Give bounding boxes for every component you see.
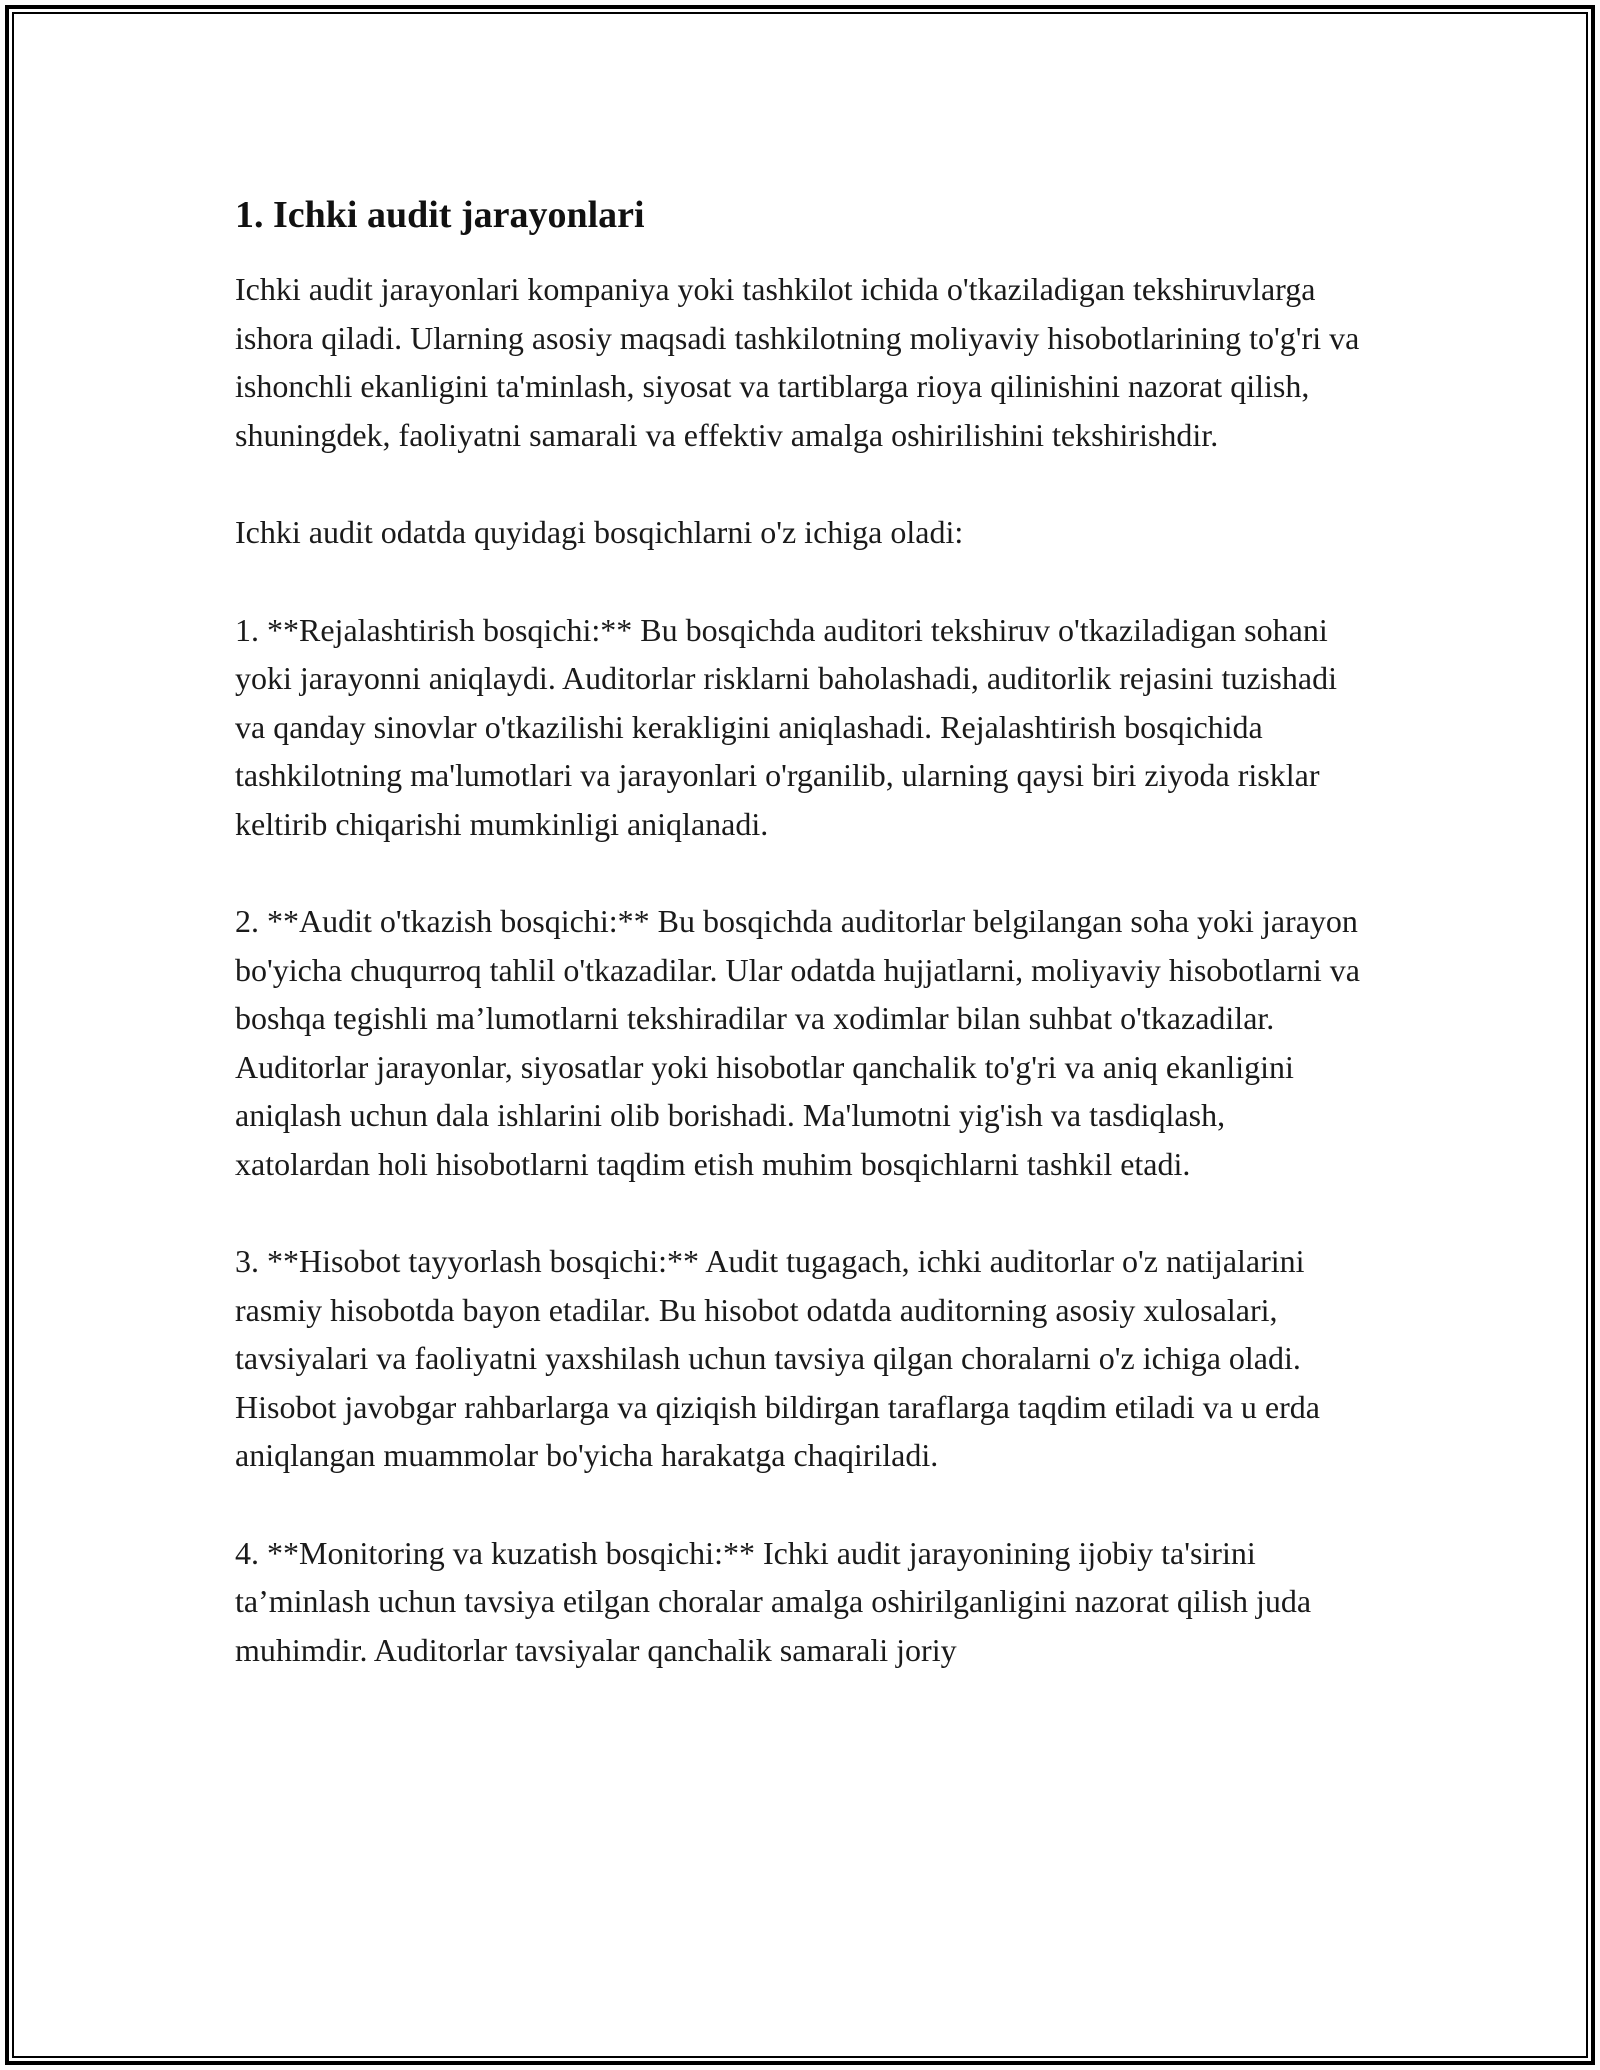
audit-stage-paragraph: 2. **Audit o'tkazish bosqichi:** Bu bosqichda auditorlar belgilangan soha yoki jarayon bo'yicha chuqurroq tahlil o'tkazadilar. Ular odatda hujjatlarni, moliyaviy hisobotlarni va boshqa tegishli ma’lumotlarni tekshiradilar va xodimlar bilan suhbat o'tkazadilar. Auditorlar jarayonlar, siyosatlar yoki hisobotlar qanchalik to'g'ri va aniq ekanligini aniqlash uchun dala ishlarini olib borishadi. Ma'lumotni yig'ish va tasdiqlash, xatolardan holi hisobotlarni taqdim etish muhim bosqichlarni tashkil etadi. bbox=[235, 903, 1360, 1182]
stages-intro-paragraph: Ichki audit odatda quyidagi bosqichlarni o'z ichiga oladi: bbox=[235, 514, 964, 550]
report-stage-paragraph: 3. **Hisobot tayyorlash bosqichi:** Audit tugagach, ichki auditorlar o'z natijalarini rasmiy hisobotda bayon etadilar. Bu hisobot odatda auditorning asosiy xulosalari, tavsiyalari va faoliyatni yaxshilash uchun tavsiya qilgan choralarni o'z ichiga oladi. Hisobot javobgar rahbarlarga va qiziqish bildirgan taraflarga taqdim etiladi va u erda aniqlangan muammolar bo'yicha harakatga chaqiriladi. bbox=[235, 1243, 1320, 1473]
section-heading: 1. Ichki audit jarayonlari bbox=[235, 194, 645, 236]
planning-stage-paragraph: 1. **Rejalashtirish bosqichi:** Bu bosqichda auditori tekshiruv o'tkaziladigan sohani yoki jarayonni aniqlaydi. Auditorlar risklarni baholashadi, auditorlik rejasini tuzishadi va qanday sinovlar o'tkazilishi kerakligini aniqlashadi. Rejalashtirish bosqichida tashkilotning ma'lumotlari va jarayonlari o'rganilib, ularning qaysi biri ziyoda risklar keltirib chiqarishi mumkinligi aniqlanadi. bbox=[235, 611, 1337, 842]
intro-paragraph: Ichki audit jarayonlari kompaniya yoki tashkilot ichida o'tkaziladigan tekshiruvlarga ishora qiladi. Ularning asosiy maqsadi tashkilotning moliyaviy hisobotlarining to'g'ri va ishonchli ekanligini ta'minlash, siyosat va tartiblarga rioya qilinishini nazorat qilish, shuningdek, faoliyatni samarali va effektiv amalga oshirilishini tekshirishdir. bbox=[235, 271, 1360, 453]
monitoring-stage-paragraph: 4. **Monitoring va kuzatish bosqichi:** Ichki audit jarayonining ijobiy ta'sirini ta’minlash uchun tavsiya etilgan choralar amalga oshirilganligini nazorat qilish juda muhimdir. Auditorlar tavsiyalar qanchalik samarali joriy bbox=[235, 1534, 1312, 1668]
document-body bbox=[235, 185, 1365, 1723]
